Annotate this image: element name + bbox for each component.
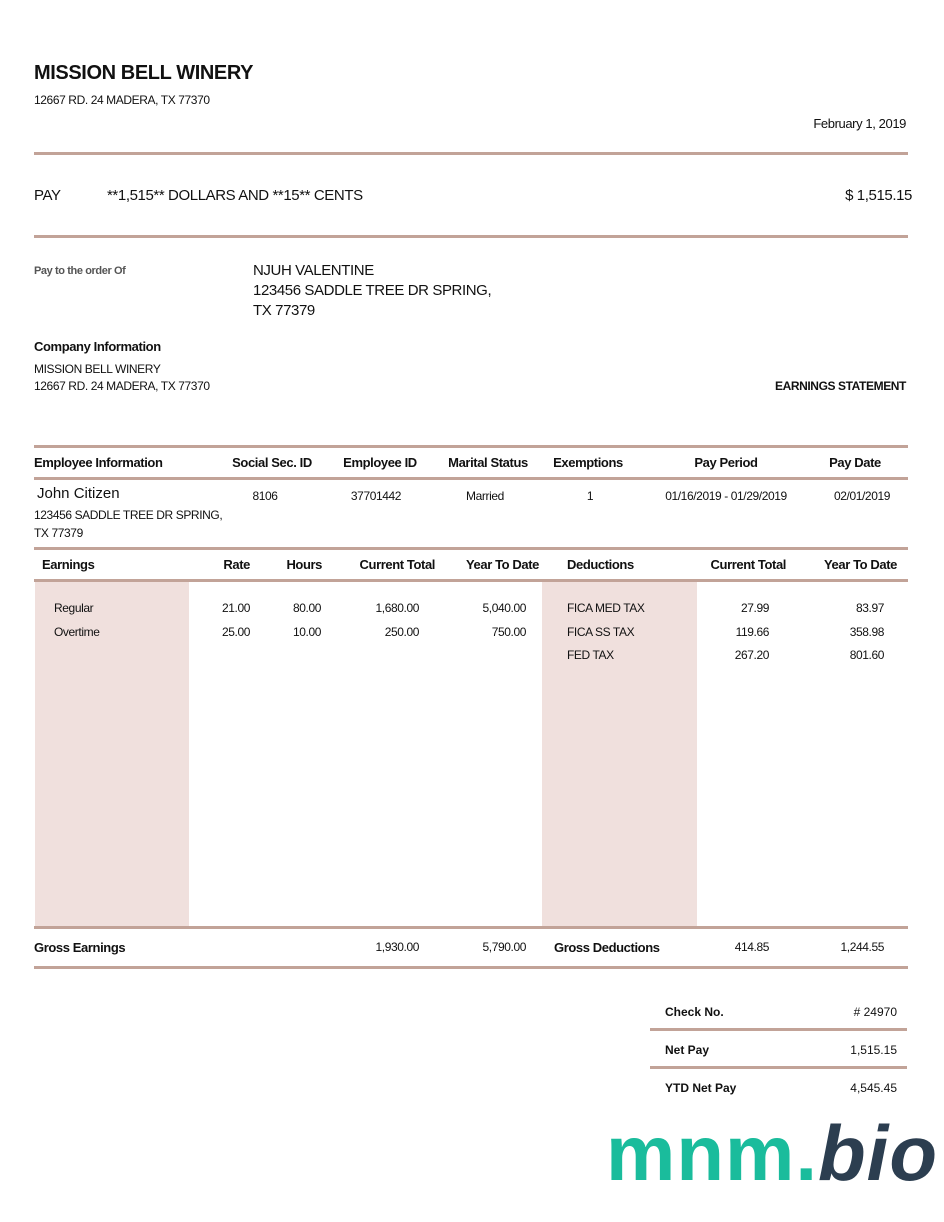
earning-label: Overtime [54, 625, 100, 639]
employee-pay-date: 02/01/2019 [833, 489, 891, 503]
company-info-name: MISSION BELL WINERY [34, 362, 161, 376]
header-earnings: Earnings [42, 557, 95, 572]
check-date: February 1, 2019 [813, 116, 906, 131]
header-employee-info: Employee Information [34, 455, 163, 470]
company-address: 12667 RD. 24 MADERA, TX 77370 [34, 93, 210, 107]
employee-pay-period: 01/16/2019 - 01/29/2019 [665, 489, 787, 503]
summary-label: Net Pay [665, 1043, 710, 1057]
gross-earnings-current: 1,930.00 [375, 940, 419, 954]
earning-hours: 80.00 [292, 601, 321, 615]
deduction-ytd: 358.98 [849, 625, 884, 639]
header-pay-date: Pay Date [829, 455, 881, 470]
payee-address-1: 123456 SADDLE TREE DR SPRING, [253, 282, 492, 299]
divider [34, 152, 908, 155]
header-earnings-current: Current Total [359, 557, 435, 572]
gross-earnings-label: Gross Earnings [34, 940, 126, 955]
deduction-label: FICA SS TAX [567, 625, 635, 639]
gross-deductions-label: Gross Deductions [554, 940, 660, 955]
payee-address-2: TX 77379 [253, 302, 315, 319]
summary-label: Check No. [665, 1005, 724, 1019]
employee-id: 37701442 [350, 489, 402, 503]
payee-label: Pay to the order Of [34, 265, 126, 277]
summary-label: YTD Net Pay [665, 1081, 737, 1095]
divider [34, 926, 908, 929]
divider [650, 1028, 907, 1031]
company-info-address: 12667 RD. 24 MADERA, TX 77370 [34, 379, 210, 393]
header-deductions-current: Current Total [710, 557, 786, 572]
pay-amount-words: **1,515** DOLLARS AND **15** CENTS [107, 187, 363, 204]
earning-current: 250.00 [384, 625, 419, 639]
divider [34, 477, 908, 480]
header-employee-id: Employee ID [343, 455, 417, 470]
header-deductions-ytd: Year To Date [824, 557, 897, 572]
gross-deductions-ytd: 1,244.55 [840, 940, 884, 954]
deduction-ytd: 801.60 [849, 648, 884, 662]
earning-ytd: 5,040.00 [482, 601, 526, 615]
earning-hours: 10.00 [292, 625, 321, 639]
earning-current: 1,680.00 [375, 601, 419, 615]
earning-ytd: 750.00 [491, 625, 526, 639]
divider [650, 1066, 907, 1069]
gross-deductions-current: 414.85 [734, 940, 769, 954]
employee-address-2: TX 77379 [34, 526, 83, 540]
divider [34, 547, 908, 550]
pay-amount: $ 1,515.15 [845, 187, 912, 204]
deduction-current: 119.66 [735, 625, 769, 639]
header-ssn: Social Sec. ID [232, 455, 312, 470]
employee-ssn: 8106 [252, 489, 278, 503]
earning-label: Regular [54, 601, 94, 615]
header-earnings-ytd: Year To Date [466, 557, 539, 572]
summary-value: 4,545.45 [850, 1081, 897, 1095]
deduction-label: FED TAX [567, 648, 614, 662]
employee-address-1: 123456 SADDLE TREE DR SPRING, [34, 508, 223, 522]
deduction-ytd: 83.97 [855, 601, 884, 615]
watermark-part-1: mnm. [606, 1109, 819, 1197]
payee-name: NJUH VALENTINE [253, 262, 374, 279]
watermark-logo [606, 1108, 938, 1199]
deduction-current: 27.99 [740, 601, 769, 615]
summary-value: # 24970 [853, 1005, 897, 1019]
employee-marital-status: Married [466, 489, 504, 503]
watermark-part-2: bio [818, 1109, 938, 1197]
earning-rate: 25.00 [221, 625, 250, 639]
company-name: MISSION BELL WINERY [34, 62, 254, 84]
header-deductions: Deductions [567, 557, 634, 572]
summary-value: 1,515.15 [850, 1043, 897, 1057]
divider [34, 235, 908, 238]
header-exemptions: Exemptions [553, 455, 623, 470]
pay-label: PAY [34, 187, 61, 204]
deduction-current: 267.20 [734, 648, 769, 662]
divider [34, 966, 908, 969]
employee-exemptions: 1 [586, 489, 594, 503]
divider [34, 445, 908, 448]
deduction-label: FICA MED TAX [567, 601, 645, 615]
header-hours: Hours [286, 557, 322, 572]
earning-rate: 21.00 [221, 601, 250, 615]
company-info-label: Company Information [34, 339, 161, 354]
header-marital-status: Marital Status [448, 455, 528, 470]
gross-earnings-ytd: 5,790.00 [482, 940, 526, 954]
employee-name: John Citizen [37, 485, 120, 502]
header-pay-period: Pay Period [694, 455, 758, 470]
header-rate: Rate [223, 557, 250, 572]
statement-title: EARNINGS STATEMENT [774, 379, 906, 393]
